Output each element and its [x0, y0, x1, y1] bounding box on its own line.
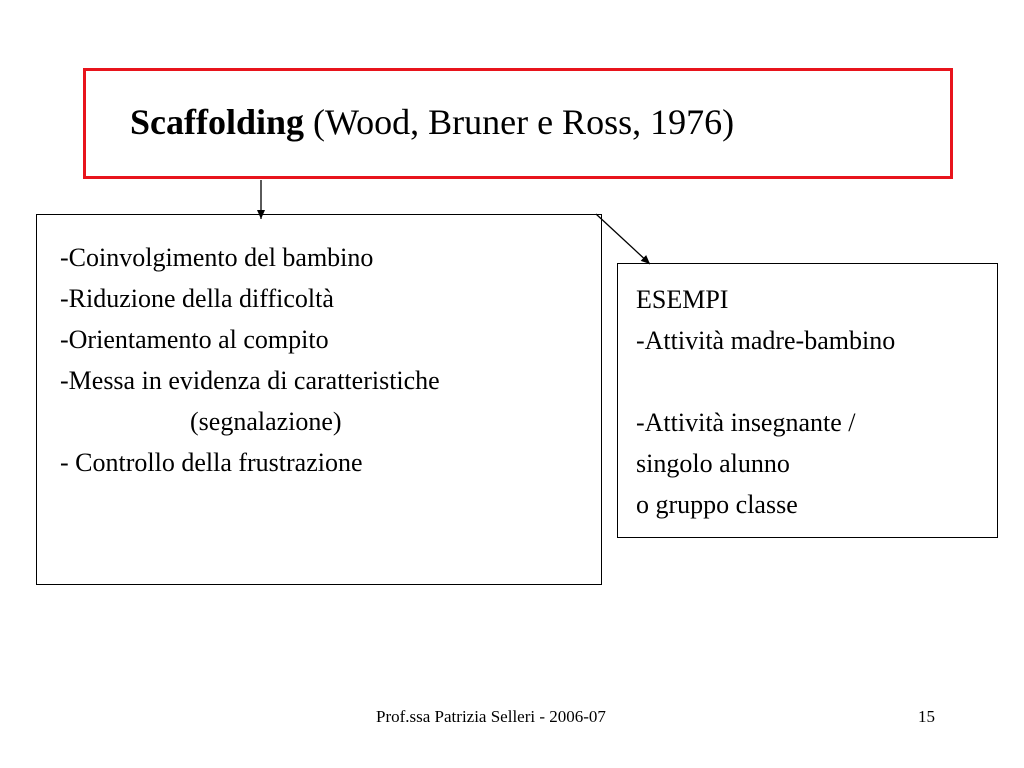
feature-item: -Riduzione della difficoltà	[60, 284, 334, 313]
feature-item: -Coinvolgimento del bambino	[60, 243, 374, 272]
examples-heading: ESEMPI	[636, 285, 729, 314]
example-item-continuation: singolo alunno	[636, 449, 790, 478]
arrow-to-right-box	[596, 214, 650, 264]
feature-item: -Orientamento al compito	[60, 325, 329, 354]
example-item: -Attività madre-bambino	[636, 326, 896, 355]
footer-author: Prof.ssa Patrizia Selleri - 2006-07	[376, 707, 606, 726]
title-citation: (Wood, Bruner e Ross, 1976)	[304, 102, 735, 142]
features-list	[60, 237, 600, 483]
examples-list	[636, 279, 996, 525]
example-item-continuation: o gruppo classe	[636, 490, 798, 519]
feature-item-continuation: (segnalazione)	[190, 407, 342, 436]
page-number: 15	[918, 707, 935, 726]
feature-item: -Messa in evidenza di caratteristiche	[60, 366, 440, 395]
example-spacer	[636, 361, 996, 402]
feature-item: - Controllo della frustrazione	[60, 448, 363, 477]
title-keyword: Scaffolding	[130, 102, 305, 142]
example-item: -Attività insegnante /	[636, 408, 856, 437]
